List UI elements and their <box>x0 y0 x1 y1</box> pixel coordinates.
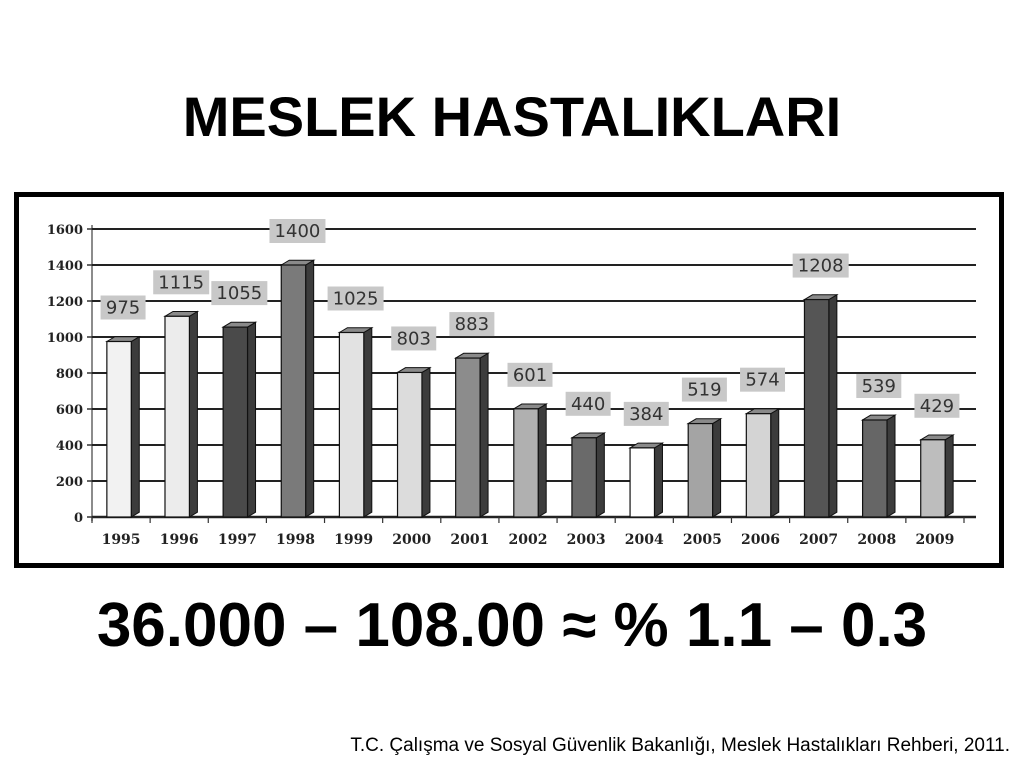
bar-front <box>863 420 887 517</box>
bar-front <box>456 358 480 517</box>
x-tick-label: 2008 <box>857 532 897 548</box>
x-tick-label: 1995 <box>101 532 141 548</box>
bar-front <box>688 424 712 517</box>
bar-front <box>339 333 363 518</box>
x-tick-label: 2000 <box>392 532 432 548</box>
bar-2004 <box>630 443 662 517</box>
data-label: 1400 <box>274 221 321 242</box>
bar-front <box>281 265 305 517</box>
bar-1998 <box>281 260 313 517</box>
data-label: 1055 <box>216 283 263 305</box>
x-tick-label: 2002 <box>508 532 548 548</box>
x-tick-label: 2006 <box>741 532 781 548</box>
bar-side <box>713 419 721 517</box>
x-tick-label: 1999 <box>334 532 374 548</box>
bar-front <box>746 414 770 517</box>
data-label: 975 <box>105 297 141 319</box>
bar-side <box>189 312 197 518</box>
data-label: 601 <box>512 364 548 386</box>
data-label: 519 <box>687 379 722 401</box>
y-tick-label: 200 <box>55 475 83 490</box>
data-label: 1208 <box>797 255 844 277</box>
y-tick-label: 1400 <box>46 259 83 274</box>
x-tick-label: 1997 <box>217 532 257 548</box>
data-label: 574 <box>745 369 780 391</box>
bar-side <box>887 415 895 517</box>
bar-1997 <box>223 322 255 517</box>
y-tick-label: 1200 <box>46 295 83 310</box>
bar-side <box>945 435 953 517</box>
data-label: 429 <box>919 395 955 417</box>
bar-2002 <box>514 404 546 517</box>
ratio-formula: 36.000 – 108.00 ≈ % 1.1 – 0.3 <box>96 591 928 660</box>
bar-chart <box>19 197 999 563</box>
y-tick-label: 400 <box>55 439 83 454</box>
data-label: 539 <box>861 375 896 397</box>
bar-side <box>538 404 546 517</box>
bar-2009 <box>921 435 953 517</box>
bar-side <box>771 409 779 517</box>
x-tick-label: 2004 <box>624 532 664 548</box>
data-label: 440 <box>570 393 606 415</box>
bar-side <box>131 337 139 517</box>
chart-frame <box>14 192 1004 568</box>
x-tick-label: 1998 <box>275 532 315 548</box>
bar-front <box>921 440 945 517</box>
x-tick-label: 2009 <box>915 532 955 548</box>
x-tick-label: 2007 <box>799 532 839 548</box>
source-citation: T.C. Çalışma ve Sosyal Güvenlik Bakanlığı, Meslek Hastalıkları Rehberi, 2011. <box>350 735 1010 756</box>
data-label: 883 <box>454 314 490 336</box>
x-tick-label: 1996 <box>159 532 199 548</box>
x-tick-label: 2005 <box>682 532 722 548</box>
bar-2003 <box>572 433 604 517</box>
bar-1995 <box>107 337 139 517</box>
bar-side <box>654 443 662 517</box>
y-tick-label: 1600 <box>46 223 83 238</box>
bar-side <box>422 368 430 517</box>
data-label: 1115 <box>158 272 205 294</box>
bar-front <box>804 300 828 517</box>
bar-2006 <box>746 409 778 517</box>
x-tick-label: 2003 <box>566 532 606 548</box>
data-label: 1025 <box>332 288 379 310</box>
y-tick-label: 600 <box>55 403 83 418</box>
bar-side <box>306 260 314 517</box>
bar-front <box>107 342 131 518</box>
bar-front <box>514 409 538 517</box>
bar-1996 <box>165 312 197 518</box>
y-tick-label: 1000 <box>46 331 83 346</box>
y-tick-label: 800 <box>55 367 83 382</box>
bar-side <box>480 353 488 517</box>
bar-side <box>596 433 604 517</box>
data-label: 384 <box>629 403 664 425</box>
bar-side <box>248 322 256 517</box>
bar-front <box>630 448 654 517</box>
bar-front <box>398 372 422 517</box>
bar-1999 <box>339 328 371 517</box>
y-tick-label: 0 <box>73 511 83 526</box>
bar-2007 <box>804 295 836 517</box>
bar-2000 <box>398 368 430 517</box>
bar-side <box>829 295 837 517</box>
bar-front <box>572 438 596 517</box>
page-title: MESLEK HASTALIKLARI <box>182 85 842 148</box>
bar-front <box>165 316 189 517</box>
bar-2008 <box>863 415 895 517</box>
bar-2005 <box>688 419 720 517</box>
bar-front <box>223 327 247 517</box>
bar-2001 <box>456 353 488 517</box>
x-tick-label: 2001 <box>450 532 490 548</box>
bar-side <box>364 328 372 517</box>
data-label: 803 <box>396 328 431 350</box>
